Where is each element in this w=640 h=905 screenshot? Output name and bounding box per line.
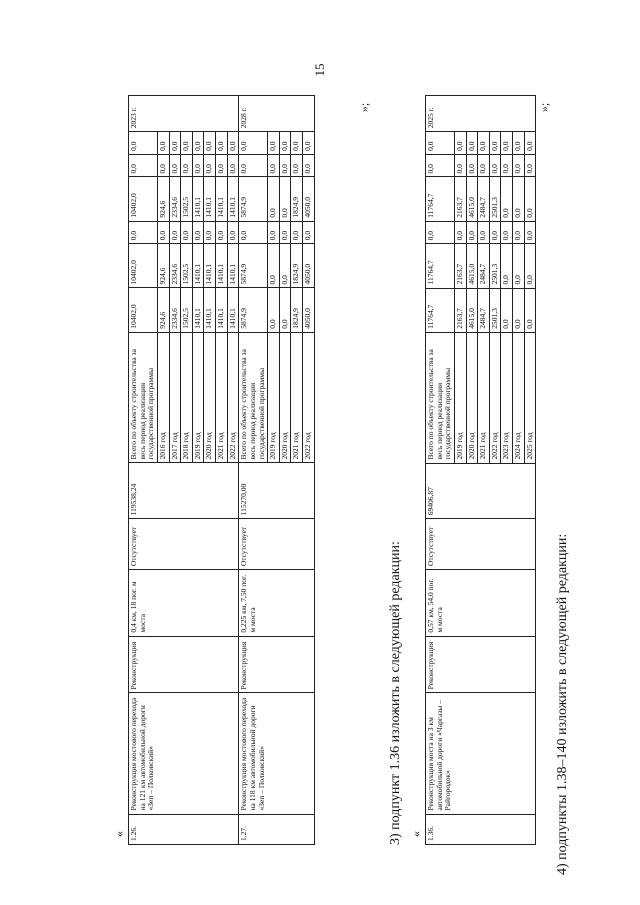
year-value: 0,0 xyxy=(268,288,280,332)
year-value: 0,0 xyxy=(501,154,513,177)
year-label: 2025 год xyxy=(524,332,536,463)
year-value: 0,0 xyxy=(279,244,291,288)
year-value: 1410,1 xyxy=(227,288,239,332)
total-value: 5874,9 xyxy=(239,244,268,288)
year-value: 0,0 xyxy=(279,221,291,244)
year-value: 0,0 xyxy=(268,154,280,177)
work-type: Реконструкция xyxy=(129,636,239,693)
year-value: 0,0 xyxy=(524,288,536,332)
year-value: 0,0 xyxy=(478,221,490,244)
year-value: 0,0 xyxy=(501,244,513,288)
year-value: 0,0 xyxy=(157,221,169,244)
year-value: 0,0 xyxy=(268,177,280,221)
year-value: 0,0 xyxy=(169,154,181,177)
year-value: 4050,0 xyxy=(303,288,315,332)
closing-quote-2: »; xyxy=(537,102,552,113)
amendment-block-1 xyxy=(110,95,315,845)
total-value: 10402,0 xyxy=(129,288,158,332)
row-number: 1.26. xyxy=(129,814,239,844)
year-value: 1824,9 xyxy=(291,177,303,221)
total-value: 11764,7 xyxy=(426,288,455,332)
work-type: Реконструкция xyxy=(239,636,314,693)
year-label: 2017 год xyxy=(169,332,181,463)
total-value: 0,0 xyxy=(426,154,455,177)
funding-source: Всего по объекту строительства за весь период реализации государственной программы xyxy=(129,332,158,463)
year-value: 0,0 xyxy=(501,132,513,155)
total-value: 11764,7 xyxy=(426,177,455,221)
year-value: 0,0 xyxy=(204,154,216,177)
table-row xyxy=(239,96,268,845)
year-label: 2022 год xyxy=(303,332,315,463)
year-value: 0,0 xyxy=(501,177,513,221)
year-label: 2020 год xyxy=(279,332,291,463)
year-value: 0,0 xyxy=(268,221,280,244)
total-value: 0,0 xyxy=(129,221,158,244)
year-value: 2501,3 xyxy=(489,177,501,221)
total-value: 5874,9 xyxy=(239,177,268,221)
year-value: 1502,5 xyxy=(181,177,193,221)
year-value: 2484,7 xyxy=(478,288,490,332)
total-value: 0,0 xyxy=(129,154,158,177)
opening-quote-2: « xyxy=(409,831,423,837)
total-value: 11764,7 xyxy=(426,244,455,288)
total-value: 0,0 xyxy=(239,221,268,244)
year-value: 924,6 xyxy=(157,288,169,332)
year-value: 924,6 xyxy=(157,244,169,288)
year-value: 1410,1 xyxy=(227,244,239,288)
year-value: 0,0 xyxy=(489,132,501,155)
year-label: 2021 год xyxy=(291,332,303,463)
year-value: 0,0 xyxy=(501,221,513,244)
amendment-block-3 xyxy=(552,455,574,875)
year-value: 0,0 xyxy=(489,154,501,177)
amendment-block-2 xyxy=(385,95,536,845)
year-value: 0,0 xyxy=(466,154,478,177)
object-name: Реконструкция моста на 3 км автомобильной дороги «Чаргазы – Райгородок» xyxy=(426,693,536,814)
total-value: 0,0 xyxy=(129,132,158,155)
page-number: 15 xyxy=(312,63,327,77)
year-value: 1410,1 xyxy=(192,177,204,221)
year-value: 2484,7 xyxy=(478,244,490,288)
total-value: 10402,0 xyxy=(129,244,158,288)
closing-quote-1: »; xyxy=(357,102,372,113)
opening-quote: « xyxy=(112,831,126,837)
year-value: 0,0 xyxy=(268,132,280,155)
year-label: 2024 год xyxy=(513,332,525,463)
year-label: 2022 год xyxy=(489,332,501,463)
year-value: 0,0 xyxy=(291,132,303,155)
year-value: 1502,5 xyxy=(181,288,193,332)
year-value: 1410,1 xyxy=(204,288,216,332)
year-value: 2501,3 xyxy=(489,288,501,332)
year-value: 0,0 xyxy=(513,244,525,288)
year-value: 0,0 xyxy=(524,221,536,244)
year-value: 0,0 xyxy=(157,132,169,155)
year-value: 2163,7 xyxy=(454,177,466,221)
year-value: 2334,6 xyxy=(169,244,181,288)
year-value: 0,0 xyxy=(181,221,193,244)
object-input: Отсутствует xyxy=(129,519,239,570)
table-row xyxy=(426,96,455,845)
year-value: 0,0 xyxy=(157,154,169,177)
year-value: 0,0 xyxy=(204,221,216,244)
year-value: 4615,0 xyxy=(466,177,478,221)
row-number: 1.36. xyxy=(426,814,536,844)
year-value: 0,0 xyxy=(192,132,204,155)
year-value: 0,0 xyxy=(169,132,181,155)
year-value: 0,0 xyxy=(216,132,228,155)
year-value: 0,0 xyxy=(279,288,291,332)
year-value: 0,0 xyxy=(524,177,536,221)
year-value: 0,0 xyxy=(227,221,239,244)
row-number: 1.27. xyxy=(239,814,314,844)
objects-table-2 xyxy=(425,95,536,845)
year-value: 0,0 xyxy=(454,154,466,177)
year-label: 2023 год xyxy=(501,332,513,463)
object-name: Реконструкция мостового перехода на 121 км автомобильной дороги «Зеп – Полковский» xyxy=(129,693,239,814)
year-value: 2501,3 xyxy=(489,244,501,288)
object-input: Отсутствует xyxy=(239,519,314,570)
year-value: 0,0 xyxy=(513,177,525,221)
year-value: 0,0 xyxy=(454,132,466,155)
object-input: Отсутствует xyxy=(426,519,536,570)
year-label: 2021 год xyxy=(216,332,228,463)
year-value: 0,0 xyxy=(303,132,315,155)
year-value: 0,0 xyxy=(291,221,303,244)
year-value: 2163,7 xyxy=(454,288,466,332)
year-value: 0,0 xyxy=(192,154,204,177)
year-value: 0,0 xyxy=(303,221,315,244)
objects-table-1 xyxy=(128,95,315,845)
year-value: 0,0 xyxy=(181,132,193,155)
year-value: 0,0 xyxy=(478,132,490,155)
year-value: 0,0 xyxy=(303,154,315,177)
year-value: 0,0 xyxy=(227,132,239,155)
total-value: 10402,0 xyxy=(129,177,158,221)
year-value: 0,0 xyxy=(268,244,280,288)
year-value: 0,0 xyxy=(478,154,490,177)
year-value: 0,0 xyxy=(513,132,525,155)
year-value: 0,0 xyxy=(192,221,204,244)
object-capacity: 0,57 км, 54,0 пог. м моста xyxy=(426,570,536,637)
year-value: 0,0 xyxy=(501,288,513,332)
year-label: 2019 год xyxy=(268,332,280,463)
year-label: 2020 год xyxy=(466,332,478,463)
year-value: 1410,1 xyxy=(204,177,216,221)
year-value: 1502,5 xyxy=(181,244,193,288)
funding-source: Всего по объекту строительства за весь период реализации государственной программы xyxy=(426,332,455,463)
year-value: 0,0 xyxy=(513,288,525,332)
year-value: 0,0 xyxy=(181,154,193,177)
year-value: 0,0 xyxy=(466,132,478,155)
year-value: 0,0 xyxy=(279,154,291,177)
year-value: 2163,7 xyxy=(454,244,466,288)
completion-year: 2025 г. xyxy=(426,96,536,132)
total-value: 5874,9 xyxy=(239,288,268,332)
year-value: 0,0 xyxy=(489,221,501,244)
year-label: 2019 год xyxy=(192,332,204,463)
year-value: 2334,6 xyxy=(169,288,181,332)
year-label: 2020 год xyxy=(204,332,216,463)
year-value: 0,0 xyxy=(513,221,525,244)
year-value: 1410,1 xyxy=(192,244,204,288)
year-value: 0,0 xyxy=(204,132,216,155)
year-value: 0,0 xyxy=(524,244,536,288)
year-value: 4050,0 xyxy=(303,244,315,288)
year-value: 0,0 xyxy=(513,154,525,177)
year-value: 0,0 xyxy=(216,154,228,177)
year-value: 0,0 xyxy=(524,154,536,177)
work-type: Реконструкция xyxy=(426,636,536,693)
year-value: 2334,6 xyxy=(169,177,181,221)
year-value: 1824,9 xyxy=(291,288,303,332)
estimated-cost: 69406,87 xyxy=(426,463,536,519)
total-value: 0,0 xyxy=(426,132,455,155)
amendment-heading-1-36: 3) подпункт 1.36 изложить в следующей редакции: xyxy=(388,541,403,845)
table-row xyxy=(129,96,158,845)
year-value: 0,0 xyxy=(291,154,303,177)
funding-source: Всего по объекту строительства за весь период реализации государственной программы xyxy=(239,332,268,463)
year-value: 2484,7 xyxy=(478,177,490,221)
year-value: 0,0 xyxy=(466,221,478,244)
year-value: 1410,1 xyxy=(216,244,228,288)
year-value: 0,0 xyxy=(227,154,239,177)
estimated-cost: 119538,24 xyxy=(129,463,239,519)
year-value: 4050,0 xyxy=(303,177,315,221)
year-label: 2019 год xyxy=(454,332,466,463)
year-value: 1410,1 xyxy=(204,244,216,288)
year-value: 0,0 xyxy=(279,177,291,221)
year-label: 2022 год xyxy=(227,332,239,463)
year-value: 0,0 xyxy=(169,221,181,244)
year-label: 2016 год xyxy=(157,332,169,463)
year-value: 0,0 xyxy=(279,132,291,155)
year-label: 2021 год xyxy=(478,332,490,463)
year-value: 4615,0 xyxy=(466,288,478,332)
year-label: 2018 год xyxy=(181,332,193,463)
year-value: 1410,1 xyxy=(227,177,239,221)
amendment-heading-1-38: 4) подпункты 1.38–140 изложить в следующей редакции: xyxy=(555,533,570,875)
completion-year: 2028 г. xyxy=(239,96,314,132)
year-value: 0,0 xyxy=(454,221,466,244)
year-value: 1410,1 xyxy=(192,288,204,332)
object-name: Реконструкция мостового перехода на 118 км автомобильной дороги «Зеп – Полковский» xyxy=(239,693,314,814)
object-capacity: 0,225 км, 7,50 пог. м моста xyxy=(239,570,314,637)
total-value: 0,0 xyxy=(239,132,268,155)
year-value: 1410,1 xyxy=(216,288,228,332)
year-value: 1824,9 xyxy=(291,244,303,288)
total-value: 0,0 xyxy=(426,221,455,244)
year-value: 0,0 xyxy=(216,221,228,244)
year-value: 924,6 xyxy=(157,177,169,221)
estimated-cost: 115270,00 xyxy=(239,463,314,519)
completion-year: 2023 г. xyxy=(129,96,239,132)
total-value: 0,0 xyxy=(239,154,268,177)
object-capacity: 0,4 км, 18 пог. м моста xyxy=(129,570,239,637)
year-value: 1410,1 xyxy=(216,177,228,221)
year-value: 0,0 xyxy=(524,132,536,155)
year-value: 4615,0 xyxy=(466,244,478,288)
